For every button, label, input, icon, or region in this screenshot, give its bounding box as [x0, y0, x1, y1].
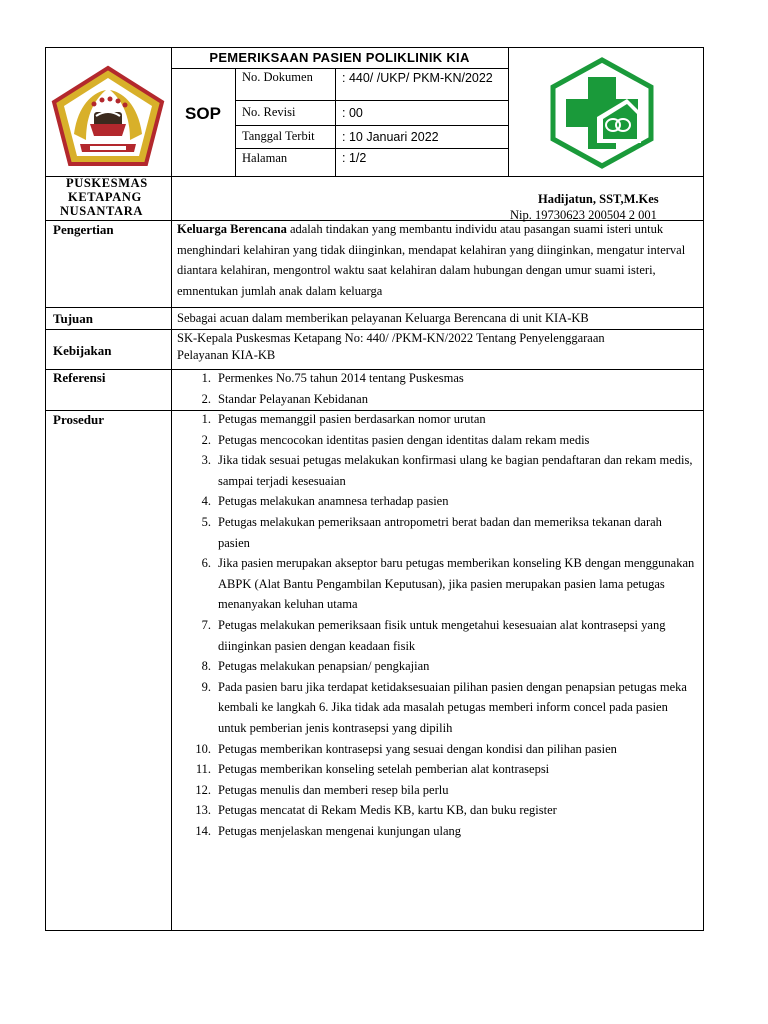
referensi-list [171, 368, 696, 409]
list-item: 13. Petugas mencatat di Rekam Medis KB, kartu KB, dan buku register [195, 803, 557, 818]
document-title: PEMERIKSAAN PASIEN POLIKLINIK KIA [209, 50, 470, 65]
list-item: 3. Jika tidak sesuai petugas melakukan konfirmasi ulang ke bagian pendaftaran dan rekam medis, sampai terjadi kesesuaian [201, 453, 693, 488]
list-item: 2. Standar Pelayanan Kebidanan [201, 391, 368, 406]
pengertian-term: Keluarga Berencana [177, 222, 287, 236]
org-line-1: PUSKESMAS [66, 176, 148, 190]
sop-column-rule [235, 68, 236, 176]
prosedur-list [171, 409, 696, 841]
org-line-3: NUSANTARA [60, 204, 143, 218]
list-item: 6. Jika pasien merupakan akseptor baru petugas memberikan konseling KB dengan menggunakan ABPK (Alat Bantu Pengambilan Keputusan), jika pasien merupakan pasien lama petugas menanyakan keluhan utama [201, 556, 695, 612]
field-rule-2 [235, 125, 508, 126]
field-label-tanggal-terbit: Tanggal Terbit [242, 129, 315, 143]
kebijakan-text: SK-Kepala Puskesmas Ketapang No: 440/ /PKM-KN/2022 Tentang Penyelenggaraan Pelayanan KIA-KB [177, 331, 605, 362]
list-item: 9. Pada pasien baru jika terdapat ketidaksesuaian pilihan pasien dengan penapsian petugas meka kembali ke langkah 6. Jika tidak ada masalah petugas memberi inform concel pada pasien untuk pemberian jenis kontrasepsi yang dipilih [201, 679, 687, 735]
regency-emblem-icon [50, 64, 166, 168]
list-item: 7. Petugas melakukan pemeriksaan fisik untuk mengetahui kesesuaian alat kontrasepsi yang diinginkan pasien dengan keadaan fisik [201, 617, 666, 653]
signer-name: Hadijatun, SST,M.Kes [538, 192, 659, 206]
pengertian-definition: adalah tindakan yang membantu individu atau pasangan suami isteri untuk menghindari kelahiran yang tidak diinginkan, mendapat kelahiran yang diinginkan, mengatur interval diantara kelahiran, mengontrol waktu saat kelahiran dalam hubungan dengan umur suami isteri, emnentukan jumlah anak dalam keluarga [177, 222, 686, 298]
list-item: 11. Petugas memberikan konseling setelah pemberian alat kontrasepsi [195, 762, 550, 777]
field-value-no-revisi: : 00 [342, 106, 363, 120]
field-value-tanggal-terbit: : 10 Januari 2022 [342, 130, 439, 144]
field-label-halaman: Halaman [242, 151, 288, 165]
signer-nip: Nip. 19730623 200504 2 001 [510, 208, 657, 222]
field-rule-3 [235, 148, 508, 149]
label-referensi: Referensi [53, 370, 106, 385]
field-value-no-dokumen: : 440/ /UKP/ PKM-KN/2022 [342, 71, 493, 85]
list-item: 8. Petugas melakukan penapsian/ pengkajian [201, 659, 430, 674]
list-item: 1. Petugas memanggil pasien berdasarkan nomor urutan [201, 412, 486, 426]
list-item: 14. Petugas menjelaskan mengenai kunjungan ulang [195, 823, 461, 838]
list-item: 5. Petugas melakukan pemeriksaan antropometri berat badan dan memeriksa tekanan darah pasien [201, 514, 662, 550]
title-rule [171, 68, 508, 69]
field-label-no-revisi: No. Revisi [242, 105, 296, 119]
list-item: 12. Petugas menulis dan memberi resep bila perlu [195, 782, 449, 797]
label-kebijakan: Kebijakan [53, 343, 112, 358]
pengertian-text [177, 219, 697, 301]
list-item: 4. Petugas melakukan anamnesa terhadap pasien [201, 494, 449, 509]
label-prosedur: Prosedur [53, 412, 105, 427]
label-pengertian: Pengertian [53, 222, 114, 237]
puskesmas-cross-icon [549, 57, 655, 169]
list-item: 2. Petugas mencocokan identitas pasien dengan identitas dalam rekam medis [201, 432, 590, 447]
organisation-name [48, 176, 168, 218]
tujuan-text: Sebagai acuan dalam memberikan pelayanan Keluarga Berencana di unit KIA-KB [177, 311, 589, 325]
sop-label: SOP [185, 104, 221, 123]
list-item: 1. Permenkes No.75 tahun 2014 tentang Puskesmas [201, 371, 464, 385]
field-value-halaman: : 1/2 [342, 151, 367, 165]
label-tujuan: Tujuan [53, 311, 93, 326]
value-column-rule [335, 68, 336, 176]
field-rule-1 [235, 100, 508, 101]
logo-column-rule [508, 47, 509, 176]
field-label-no-dokumen: No. Dokumen [242, 70, 313, 84]
org-line-2: KETAPANG [68, 190, 142, 204]
list-item: 10. Petugas memberikan kontrasepsi yang sesuai dengan kondisi dan pilihan pasien [195, 741, 617, 756]
